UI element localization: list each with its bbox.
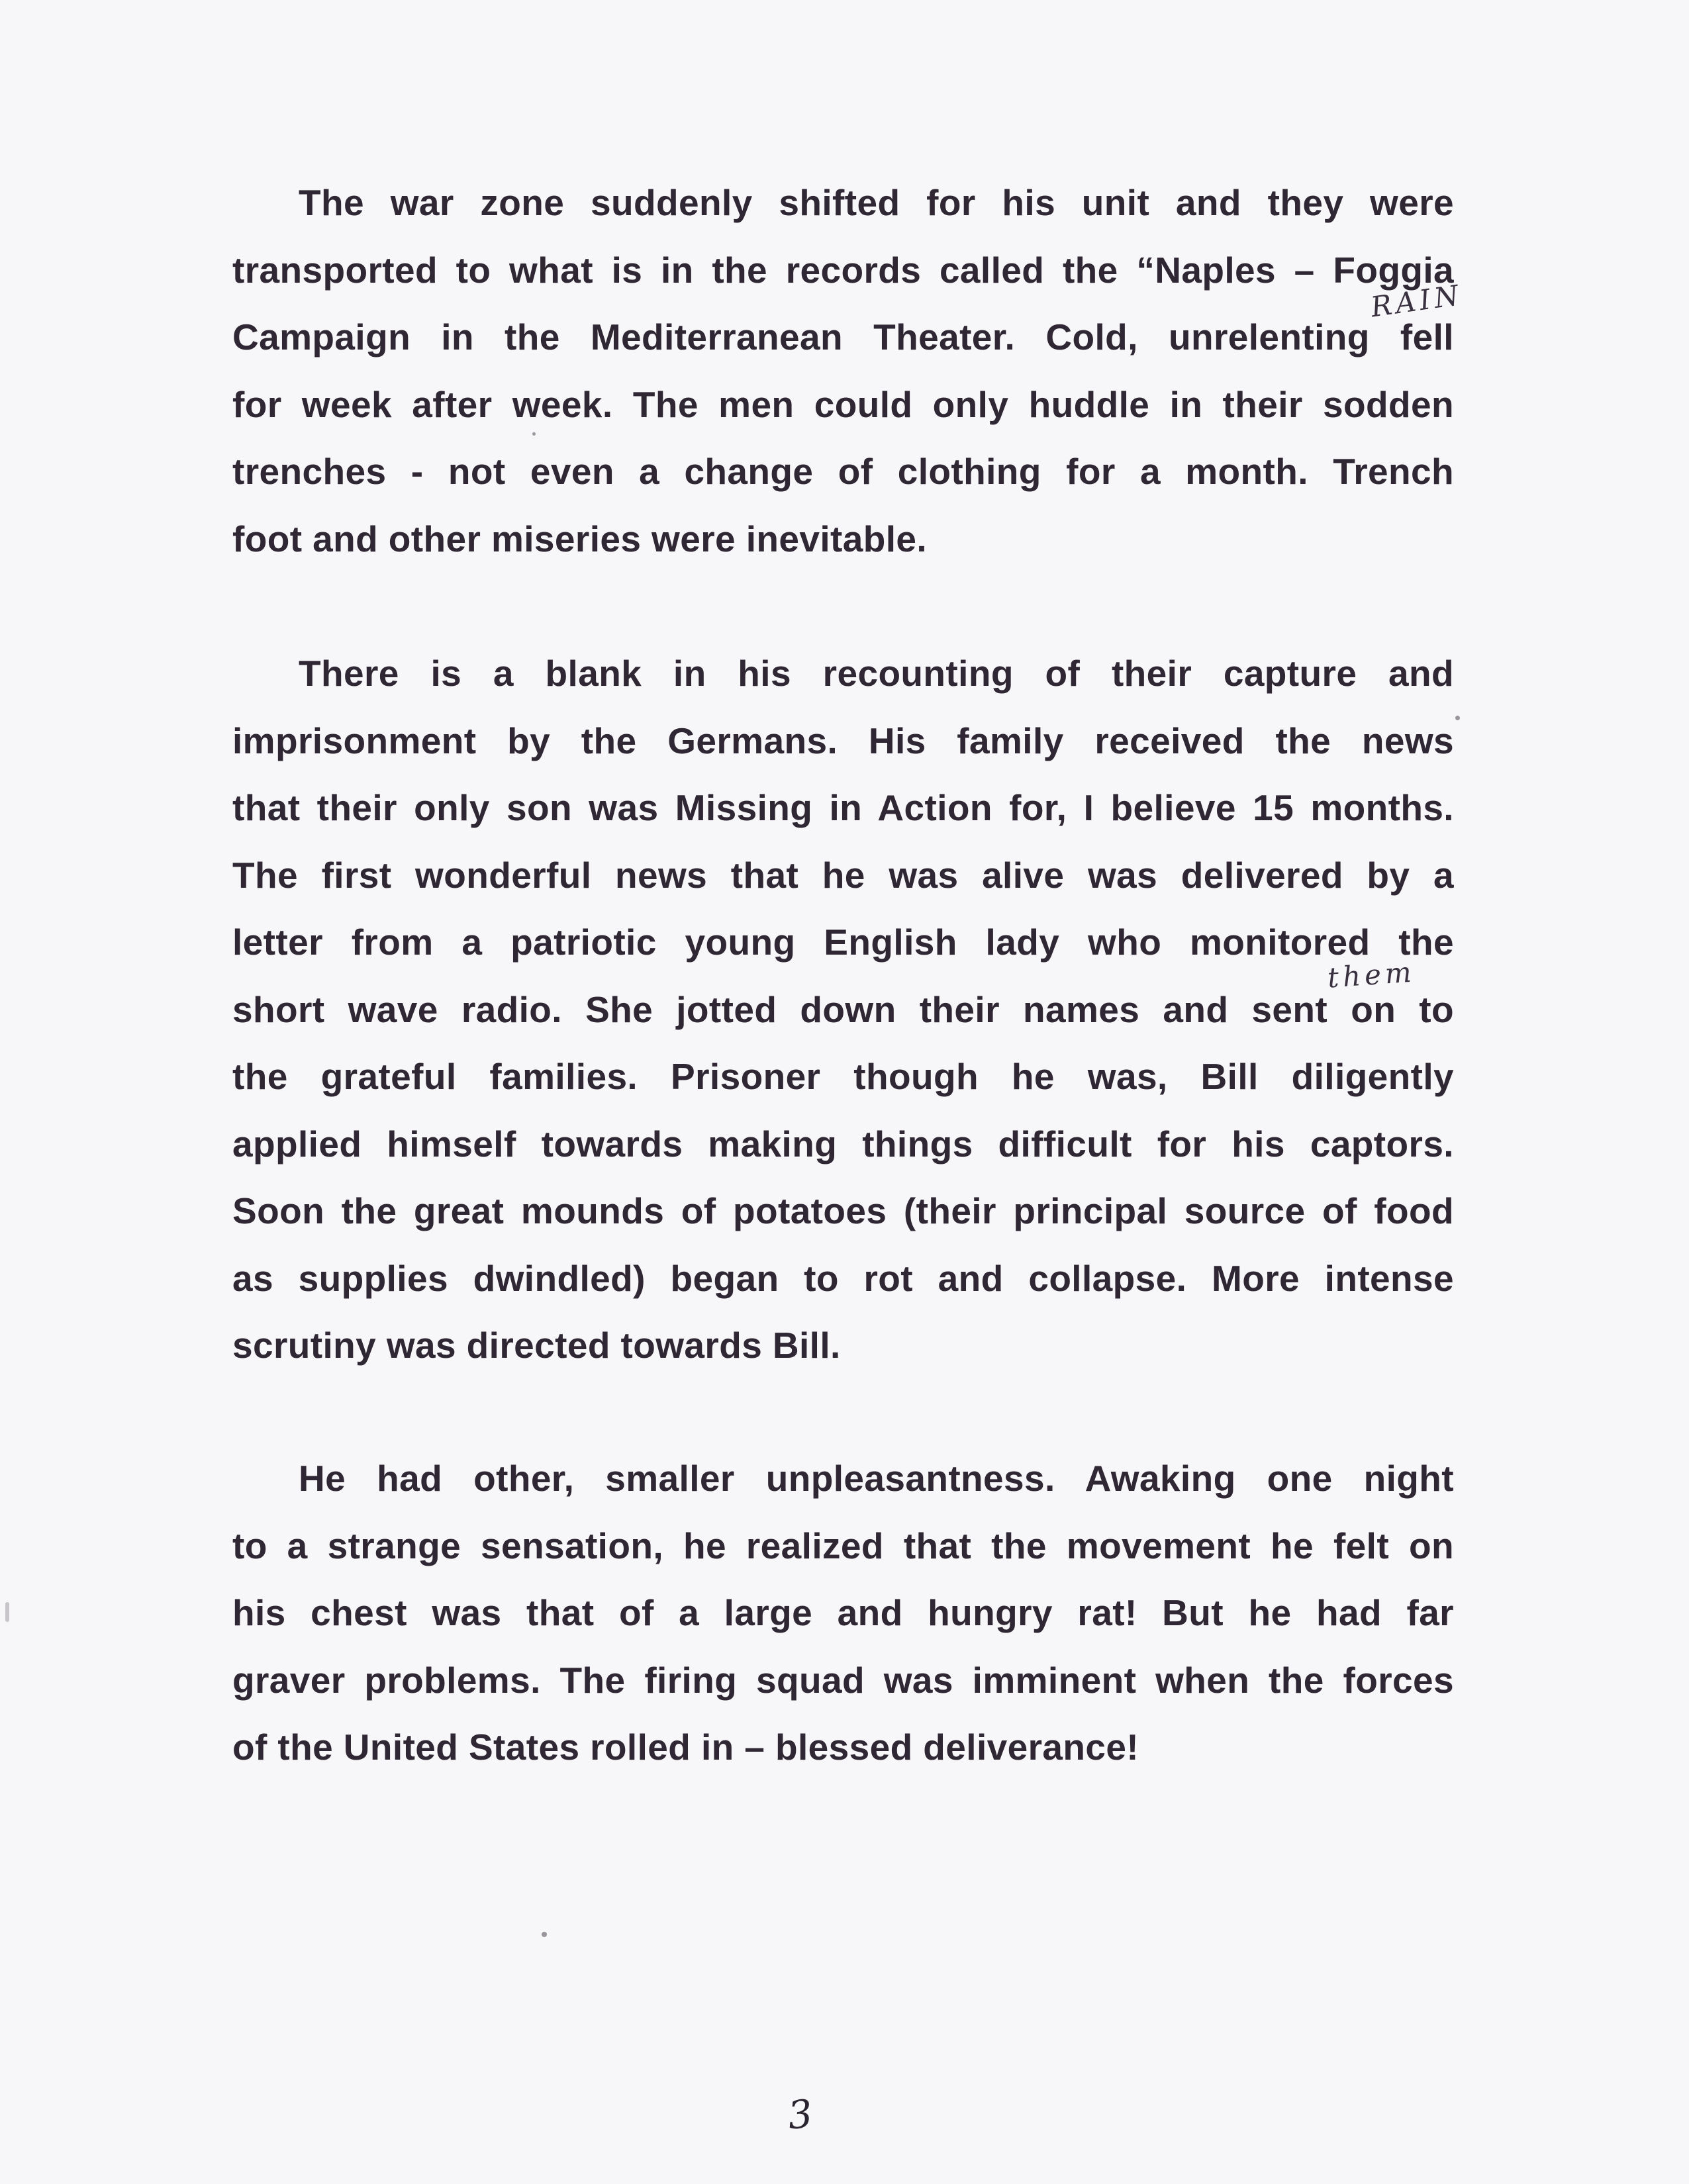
paragraph-2 [232, 640, 1454, 1380]
scan-speck [532, 432, 536, 436]
text-line: of the United States rolled in – blessed deliverance! [232, 1727, 1139, 1768]
text-line: The war zone suddenly shifted for his unit and they were [299, 182, 1454, 223]
page-number: 3 [785, 2091, 815, 2138]
text-line: Soon the great mounds of potatoes (their principal source of food [232, 1190, 1454, 1231]
text-line: foot and other miseries were inevitable. [232, 518, 928, 559]
text-line: his chest was that of a large and hungry rat! But he had far [232, 1592, 1454, 1633]
scan-speck [5, 1602, 9, 1622]
handwritten-annotation-rain: RAIN [1369, 278, 1465, 324]
text-line: Campaign in the Mediterranean Theater. Cold, unrelenting fell [232, 316, 1454, 357]
text-line: to a strange sensation, he realized that the movement he felt on [232, 1525, 1454, 1566]
text-line: scrutiny was directed towards Bill. [232, 1325, 841, 1366]
text-line: for week after week. The men could only huddle in their sodden [232, 383, 1454, 425]
text-line: short wave radio. She jotted down their names and sent on to [232, 988, 1454, 1030]
text-line: letter from a patriotic young English lady who monitored the [232, 922, 1454, 963]
paragraph-1 [232, 169, 1454, 573]
paragraph-3 [232, 1445, 1454, 1781]
text-line: transported to what is in the records called the “Naples – Foggia [232, 249, 1454, 291]
text-line: applied himself towards making things difficult for his captors. [232, 1123, 1454, 1164]
text-line: The first wonderful news that he was alive was delivered by a [232, 854, 1454, 896]
text-line: as supplies dwindled) began to rot and collapse. More intense [232, 1257, 1454, 1299]
handwritten-annotation-them: them [1326, 955, 1417, 994]
scan-speck [542, 1932, 547, 1937]
text-line: There is a blank in his recounting of their capture and [299, 653, 1454, 694]
text-line: trenches - not even a change of clothing for a month. Trench [232, 451, 1454, 492]
text-line: He had other, smaller unpleasantness. Awaking one night [299, 1458, 1454, 1499]
text-line: graver problems. The firing squad was imminent when the forces [232, 1659, 1454, 1701]
text-line: the grateful families. Prisoner though he was, Bill diligently [232, 1056, 1454, 1097]
text-line: imprisonment by the Germans. His family received the news [232, 720, 1454, 761]
text-line: that their only son was Missing in Action for, I believe 15 months. [232, 787, 1454, 828]
scan-speck [1455, 716, 1460, 720]
